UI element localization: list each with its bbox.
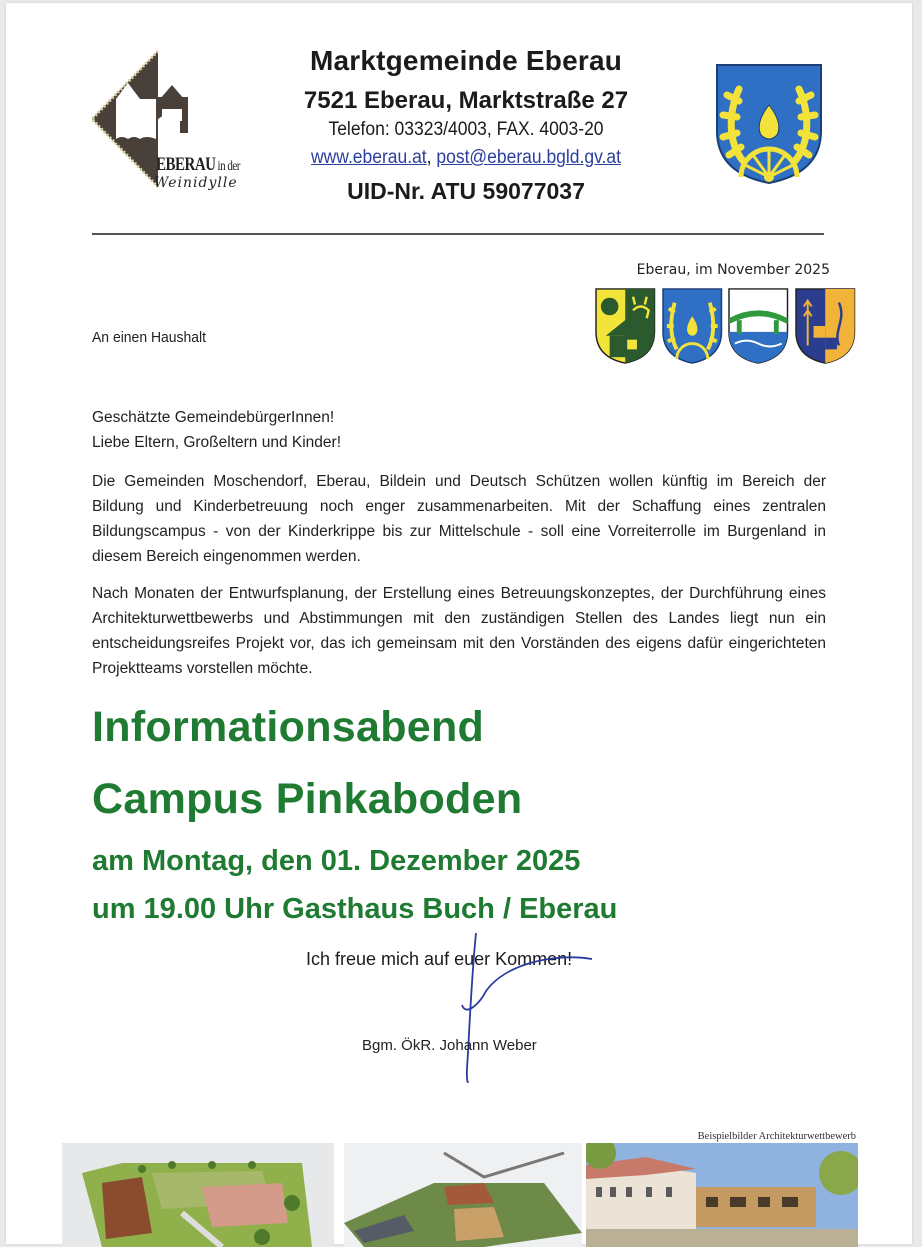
signatory-name: Bgm. ÖkR. Johann Weber — [362, 1037, 537, 1054]
municipality-address: 7521 Eberau, Marktstraße 27 — [303, 87, 629, 114]
bildein-crest-icon — [726, 287, 791, 365]
event-time-place: um 19.00 Uhr Gasthaus Buch / Eberau — [92, 893, 618, 925]
moschendorf-crest-icon — [593, 287, 658, 365]
municipality-title: Marktgemeinde Eberau — [309, 45, 623, 76]
eberau-coat-of-arms-icon — [713, 61, 825, 187]
eberau-crest-icon — [660, 287, 725, 365]
deutsch-schuetzen-crest-icon — [793, 287, 858, 365]
partner-crests — [593, 287, 857, 369]
campus-aerial-rendering-1 — [62, 1143, 334, 1247]
salutation-line-2: Liebe Eltern, Großeltern und Kinder! — [92, 434, 341, 451]
uid-number: UID-Nr. ATU 59077037 — [347, 178, 585, 204]
letterhead-divider — [92, 233, 824, 235]
logo-suffix: in der — [217, 158, 240, 174]
website-link[interactable]: www.eberau.at — [311, 147, 427, 168]
paragraph-2: Nach Monaten der Entwurfsplanung, der Erstellung eines Betreuungskonzeptes, der Durchführung eines Architekturwettbewerbs und Abstimmungen mit den zuständigen Stellen des Landes liegt nun ein entscheidungsreifes Projekt vor, das ich gemeinsam mit den Vorständen des eigens dafür eingerichteten Projektteams vorstellen möchte. — [92, 585, 826, 677]
email-link[interactable]: post@eberau.bgld.gv.at — [436, 147, 621, 168]
salutation-line-1: Geschätzte GemeindebürgerInnen! — [92, 409, 335, 426]
date-line: Eberau, im November 2025 — [636, 262, 830, 278]
event-title-line-1: Informationsabend — [92, 703, 485, 751]
municipality-phone: Telefon: 03323/4003, FAX. 4003-20 — [328, 119, 604, 140]
images-caption: Beispielbilder Architekturwettbewerb — [697, 1131, 856, 1142]
event-date: am Montag, den 01. Dezember 2025 — [92, 845, 581, 877]
link-separator: , — [426, 147, 437, 168]
salutation — [92, 405, 826, 455]
letter-page — [6, 3, 912, 1244]
event-title-line-2: Campus Pinkaboden — [92, 775, 523, 823]
paragraph-1: Die Gemeinden Moschendorf, Eberau, Bildein und Deutsch Schützen wollen künftig im Bereich der Bildung und Kinderbetreuung noch enger zusammenarbeiten. Mit der Schaffung eines zentralen Bildungscampus - von der Kinderkrippe bis zur Mittelschule - soll eine Vorreiterrolle im Burgenland in diesem Bereich eingenommen werden. — [92, 473, 826, 565]
municipality-links — [273, 147, 659, 169]
signature-icon — [446, 933, 626, 1083]
logo-script: Weinidylle — [154, 175, 238, 191]
logo-wordmark — [156, 155, 240, 176]
closing-line: Ich freue mich auf euer Kommen! — [306, 949, 573, 969]
campus-courtyard-rendering — [586, 1143, 858, 1247]
logo-name: EBERAU — [156, 155, 216, 175]
recipient: An einen Haushalt — [92, 329, 207, 346]
campus-aerial-rendering-2 — [344, 1143, 582, 1247]
